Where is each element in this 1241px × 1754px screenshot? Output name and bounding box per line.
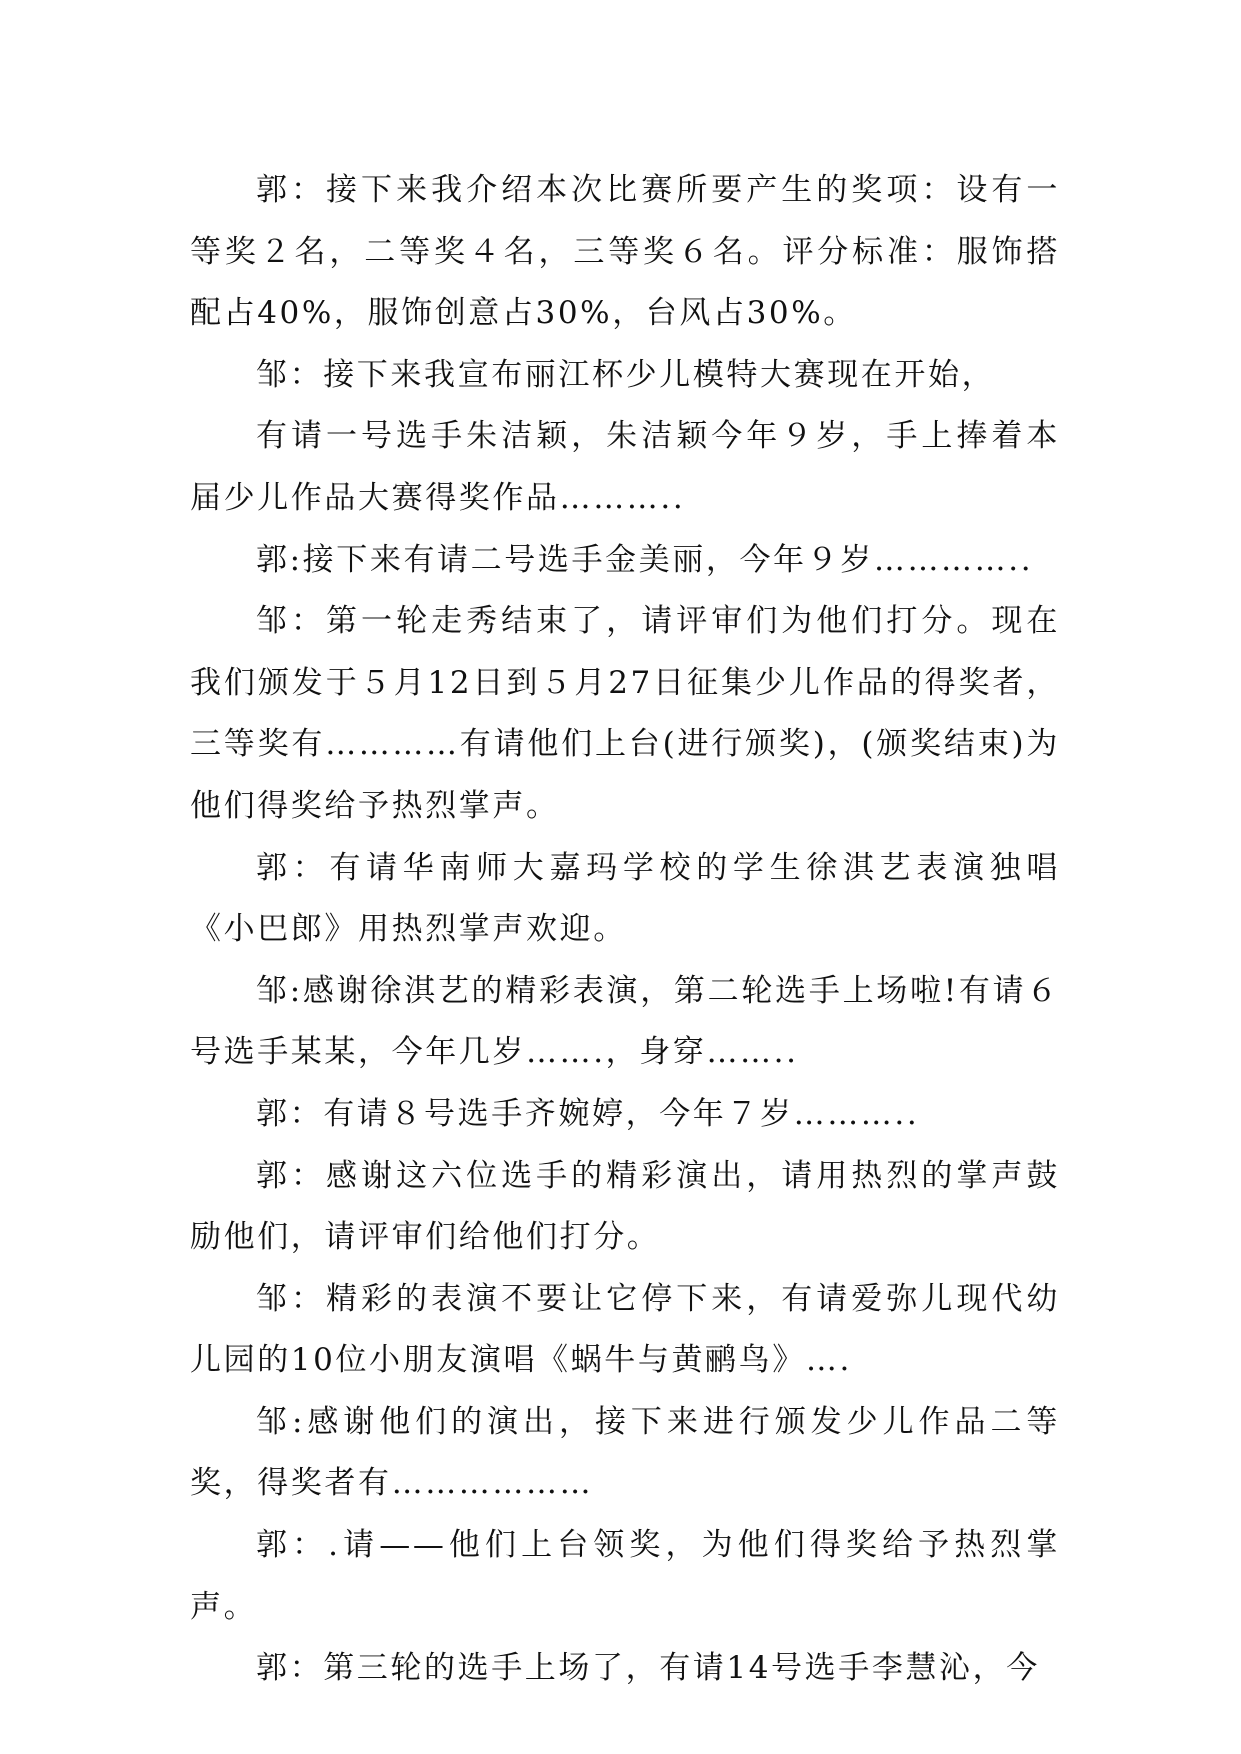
paragraph-contestant-8: 郭：有请８号选手齐婉婷，今年７岁………..: [256, 1095, 920, 1132]
paragraph-contestant-1: 有请一号选手朱洁颖，朱洁颖今年９岁，手上捧着本届少儿作品大赛得奖作品………..: [190, 418, 1060, 516]
paragraph-round-1-end: 邹：第一轮走秀结束了，请评审们为他们打分。现在我们颁发于５月12日到５月27日征集少儿作品的得奖者，三等奖有…………有请他们上台(进行颁奖)，(颁奖结束)为他们得奖给予热烈掌声。: [190, 603, 1060, 824]
paragraph-second-prize: 邹:感谢他们的演出，接下来进行颁发少儿作品二等奖，得奖者有………………: [190, 1403, 1060, 1502]
paragraph-kindergarten-song: 邹：精彩的表演不要让它停下来，有请爱弥儿现代幼儿园的10位小朋友演唱《蜗牛与黄鹂鸟》….: [190, 1280, 1060, 1379]
paragraph-contestant-2: 郭:接下来有请二号选手金美丽，今年９岁…………..: [256, 541, 1034, 578]
paragraph-round-3: 郭：第三轮的选手上场了，有请14号选手李慧沁，今: [256, 1650, 1040, 1687]
paragraph-solo-song: 郭：有请华南师大嘉玛学校的学生徐淇艺表演独唱《小巴郎》用热烈掌声欢迎。: [190, 849, 1060, 948]
paragraph-awards: 郭：接下来我介绍本次比赛所要产生的奖项：设有一等奖２名，二等奖４名，三等奖６名。评分标准：服饰搭配占40%，服饰创意占30%，台风占30%。: [190, 172, 1060, 332]
paragraph-opening: 邹：接下来我宣布丽江杯少儿模特大赛现在开始，: [256, 356, 996, 393]
document-body: [190, 160, 1060, 1700]
paragraph-thanks-six: 郭：感谢这六位选手的精彩演出，请用热烈的掌声鼓励他们，请评审们给他们打分。: [190, 1157, 1060, 1256]
paragraph-round-2: 邹:感谢徐淇艺的精彩表演，第二轮选手上场啦!有请６号选手某某，今年几岁…….，身穿……..: [190, 972, 1060, 1071]
paragraph-award-applause: 郭：.请——他们上台领奖，为他们得奖给予热烈掌声。: [190, 1527, 1060, 1625]
